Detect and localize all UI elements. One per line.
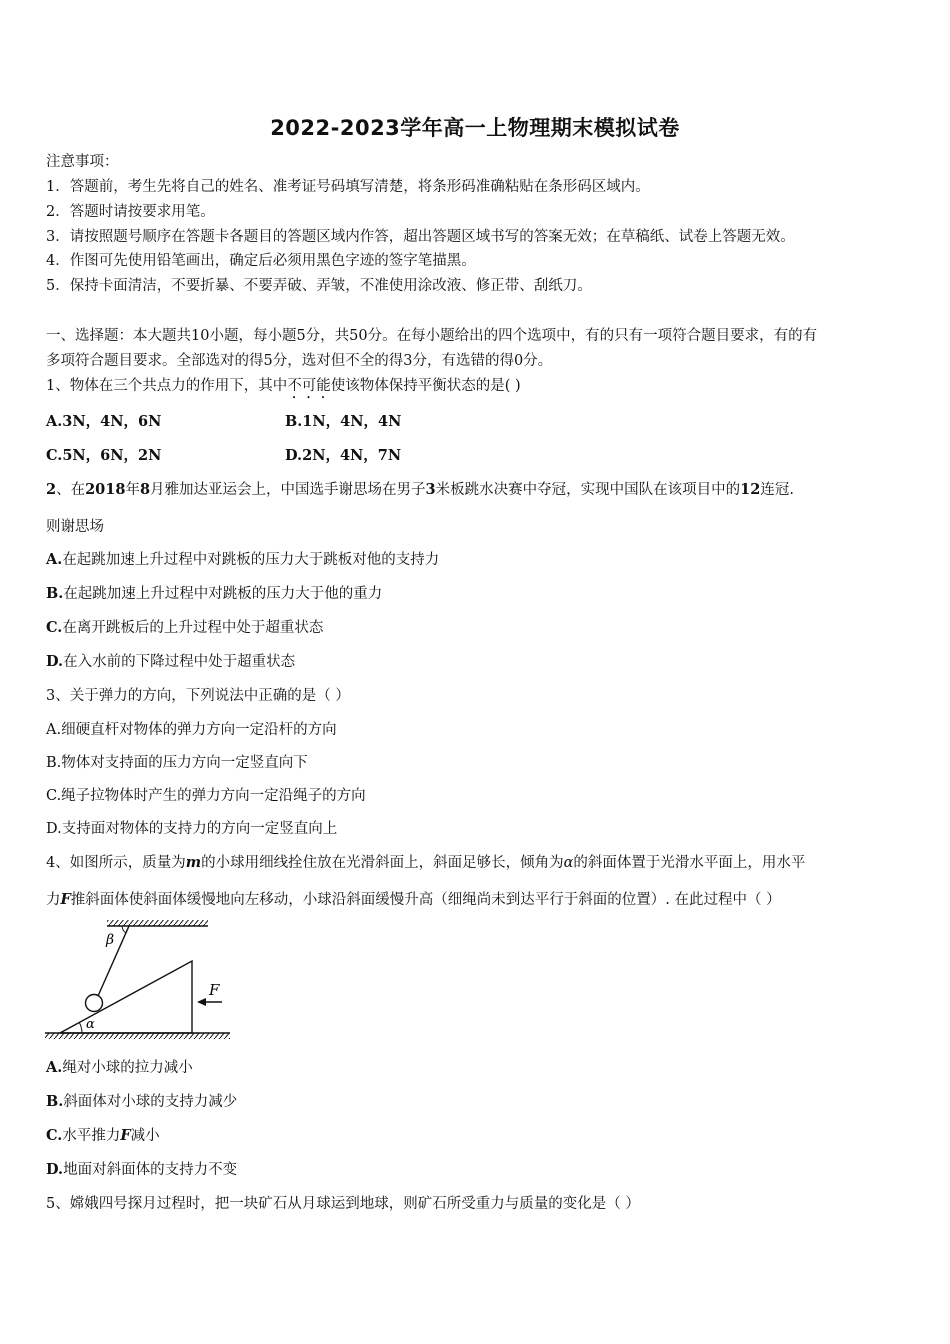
notice-item-1: 1．答题前，考生先将自己的姓名、准考证号码填写清楚，将条形码准确粘贴在条形码区域内。 [46,179,650,195]
q1-options-row-1 [46,412,446,432]
q1-stem-post: 使该物体保持平衡状态的是( ) [330,378,521,394]
alpha-label: α [86,1017,95,1032]
q2-stem-line-2: 则谢思场 [46,519,104,535]
q3-option-d[interactable]: D.支持面对物体的支持力的方向一定竖直向上 [46,821,338,837]
q1-options-row-2 [46,446,446,466]
beta-arc [122,926,126,933]
q2-option-b[interactable]: B.在起跳加速上升过程中对跳板的压力大于他的重力 [46,585,383,602]
q4-option-c[interactable] [46,1126,160,1146]
notice-item-5: 5．保持卡面清洁，不要折暴、不要弄破、弄皱，不准使用涂改液、修正带、刮纸刀。 [46,278,592,294]
q4-option-a[interactable]: A.绳对小球的拉力减小 [46,1059,193,1076]
ground-surface [45,1033,230,1039]
beta-label: β [106,932,115,948]
ball [86,995,103,1012]
q4-option-c-post: 减小 [130,1128,160,1144]
q4-stem-1c: 的斜面体置于光滑水平面上，用水平 [573,855,806,871]
q4-mass-symbol: m [185,854,202,871]
notice-item-4: 4．作图可先使用铅笔画出，确定后必须用黑色字迹的签字笔描黑。 [46,253,476,269]
notice-heading: 注意事项： [46,154,119,170]
q1-option-a[interactable]: A.3N，4N，6N [46,413,162,430]
q1-option-c[interactable]: C.5N，6N，2N [46,447,162,464]
q1-stem-emphasis: 不可能 [287,378,331,394]
q2-option-c[interactable]: C.在离开跳板后的上升过程中处于超重状态 [46,619,324,636]
q1-stem-pre: 1、物体在三个共点力的作用下，其中 [46,378,288,394]
q2-option-a[interactable]: A.在起跳加速上升过程中对跳板的压力大于跳板对他的支持力 [46,551,440,568]
force-arrow-icon [197,998,222,1006]
q1-stem [46,376,521,402]
q2-option-d[interactable]: D.在入水前的下降过程中处于超重状态 [46,653,296,670]
q4-option-d[interactable]: D.地面对斜面体的支持力不变 [46,1161,238,1178]
notice-item-3: 3．请按照题号顺序在答题卡各题目的答题区域内作答，超出答题区域书写的答案无效；在草稿纸、试卷上答题无效。 [46,229,795,245]
q3-stem: 3、关于弹力的方向，下列说法中正确的是（ ） [46,688,350,704]
q4-stem-line-1 [46,853,805,873]
q4-stem-line-2 [46,890,781,910]
q4-force-symbol: F [60,891,71,908]
q4-option-b[interactable]: B.斜面体对小球的支持力减少 [46,1093,238,1110]
q3-option-a[interactable]: A.细硬直杆对物体的弹力方向一定沿杆的方向 [46,722,337,738]
alpha-arc [79,1022,82,1033]
notice-item-2: 2．答题时请按要求用笔。 [46,204,215,220]
q4-option-c-pre: C.水平推力 [46,1127,121,1144]
incline-block [60,961,192,1033]
q3-option-c[interactable]: C.绳子拉物体时产生的弹力方向一定沿绳子的方向 [46,788,366,804]
section-intro-line-2: 多项符合题目要求。全部选对的得5分，选对但不全的得3分，有选错的得0分。 [46,353,553,369]
q4-stem-1b: 的小球用细线拴住放在光滑斜面上，斜面足够长，倾角为 [201,855,564,871]
q2-stem-line-1: 2、在2018年8月雅加达亚运会上，中国选手谢思场在男子3米板跳水决赛中夺冠，实现中国队在该项目中的12连冠. [46,481,794,498]
q4-option-c-force: F [120,1127,131,1144]
exam-title: 2022-2023学年高一上物理期末模拟试卷 [270,116,680,140]
q4-figure [40,918,240,1048]
q4-stem-1a: 4、如图所示，质量为 [46,855,186,871]
q1-option-b[interactable]: B.1N，4N，4N [285,413,402,430]
q1-option-d[interactable]: D.2N，4N，7N [285,447,402,464]
q4-alpha-symbol: α [563,855,574,871]
q4-stem-2b: 推斜面体使斜面体缓慢地向左移动，小球沿斜面缓慢升高（细绳尚未到达平行于斜面的位置）. 在此过程中（ ） [70,892,781,908]
ceiling-support [107,920,208,926]
force-label: F [209,981,220,999]
q4-stem-2a: 力 [46,892,61,908]
q3-option-b[interactable]: B.物体对支持面的压力方向一定竖直向下 [46,755,308,771]
q5-stem: 5、嫦娥四号探月过程时，把一块矿石从月球运到地球，则矿石所受重力与质量的变化是（ ） [46,1196,640,1212]
section-intro-line-1: 一、选择题：本大题共10小题，每小题5分，共50分。在每小题给出的四个选项中，有的只有一项符合题目要求，有的有 [46,328,818,344]
